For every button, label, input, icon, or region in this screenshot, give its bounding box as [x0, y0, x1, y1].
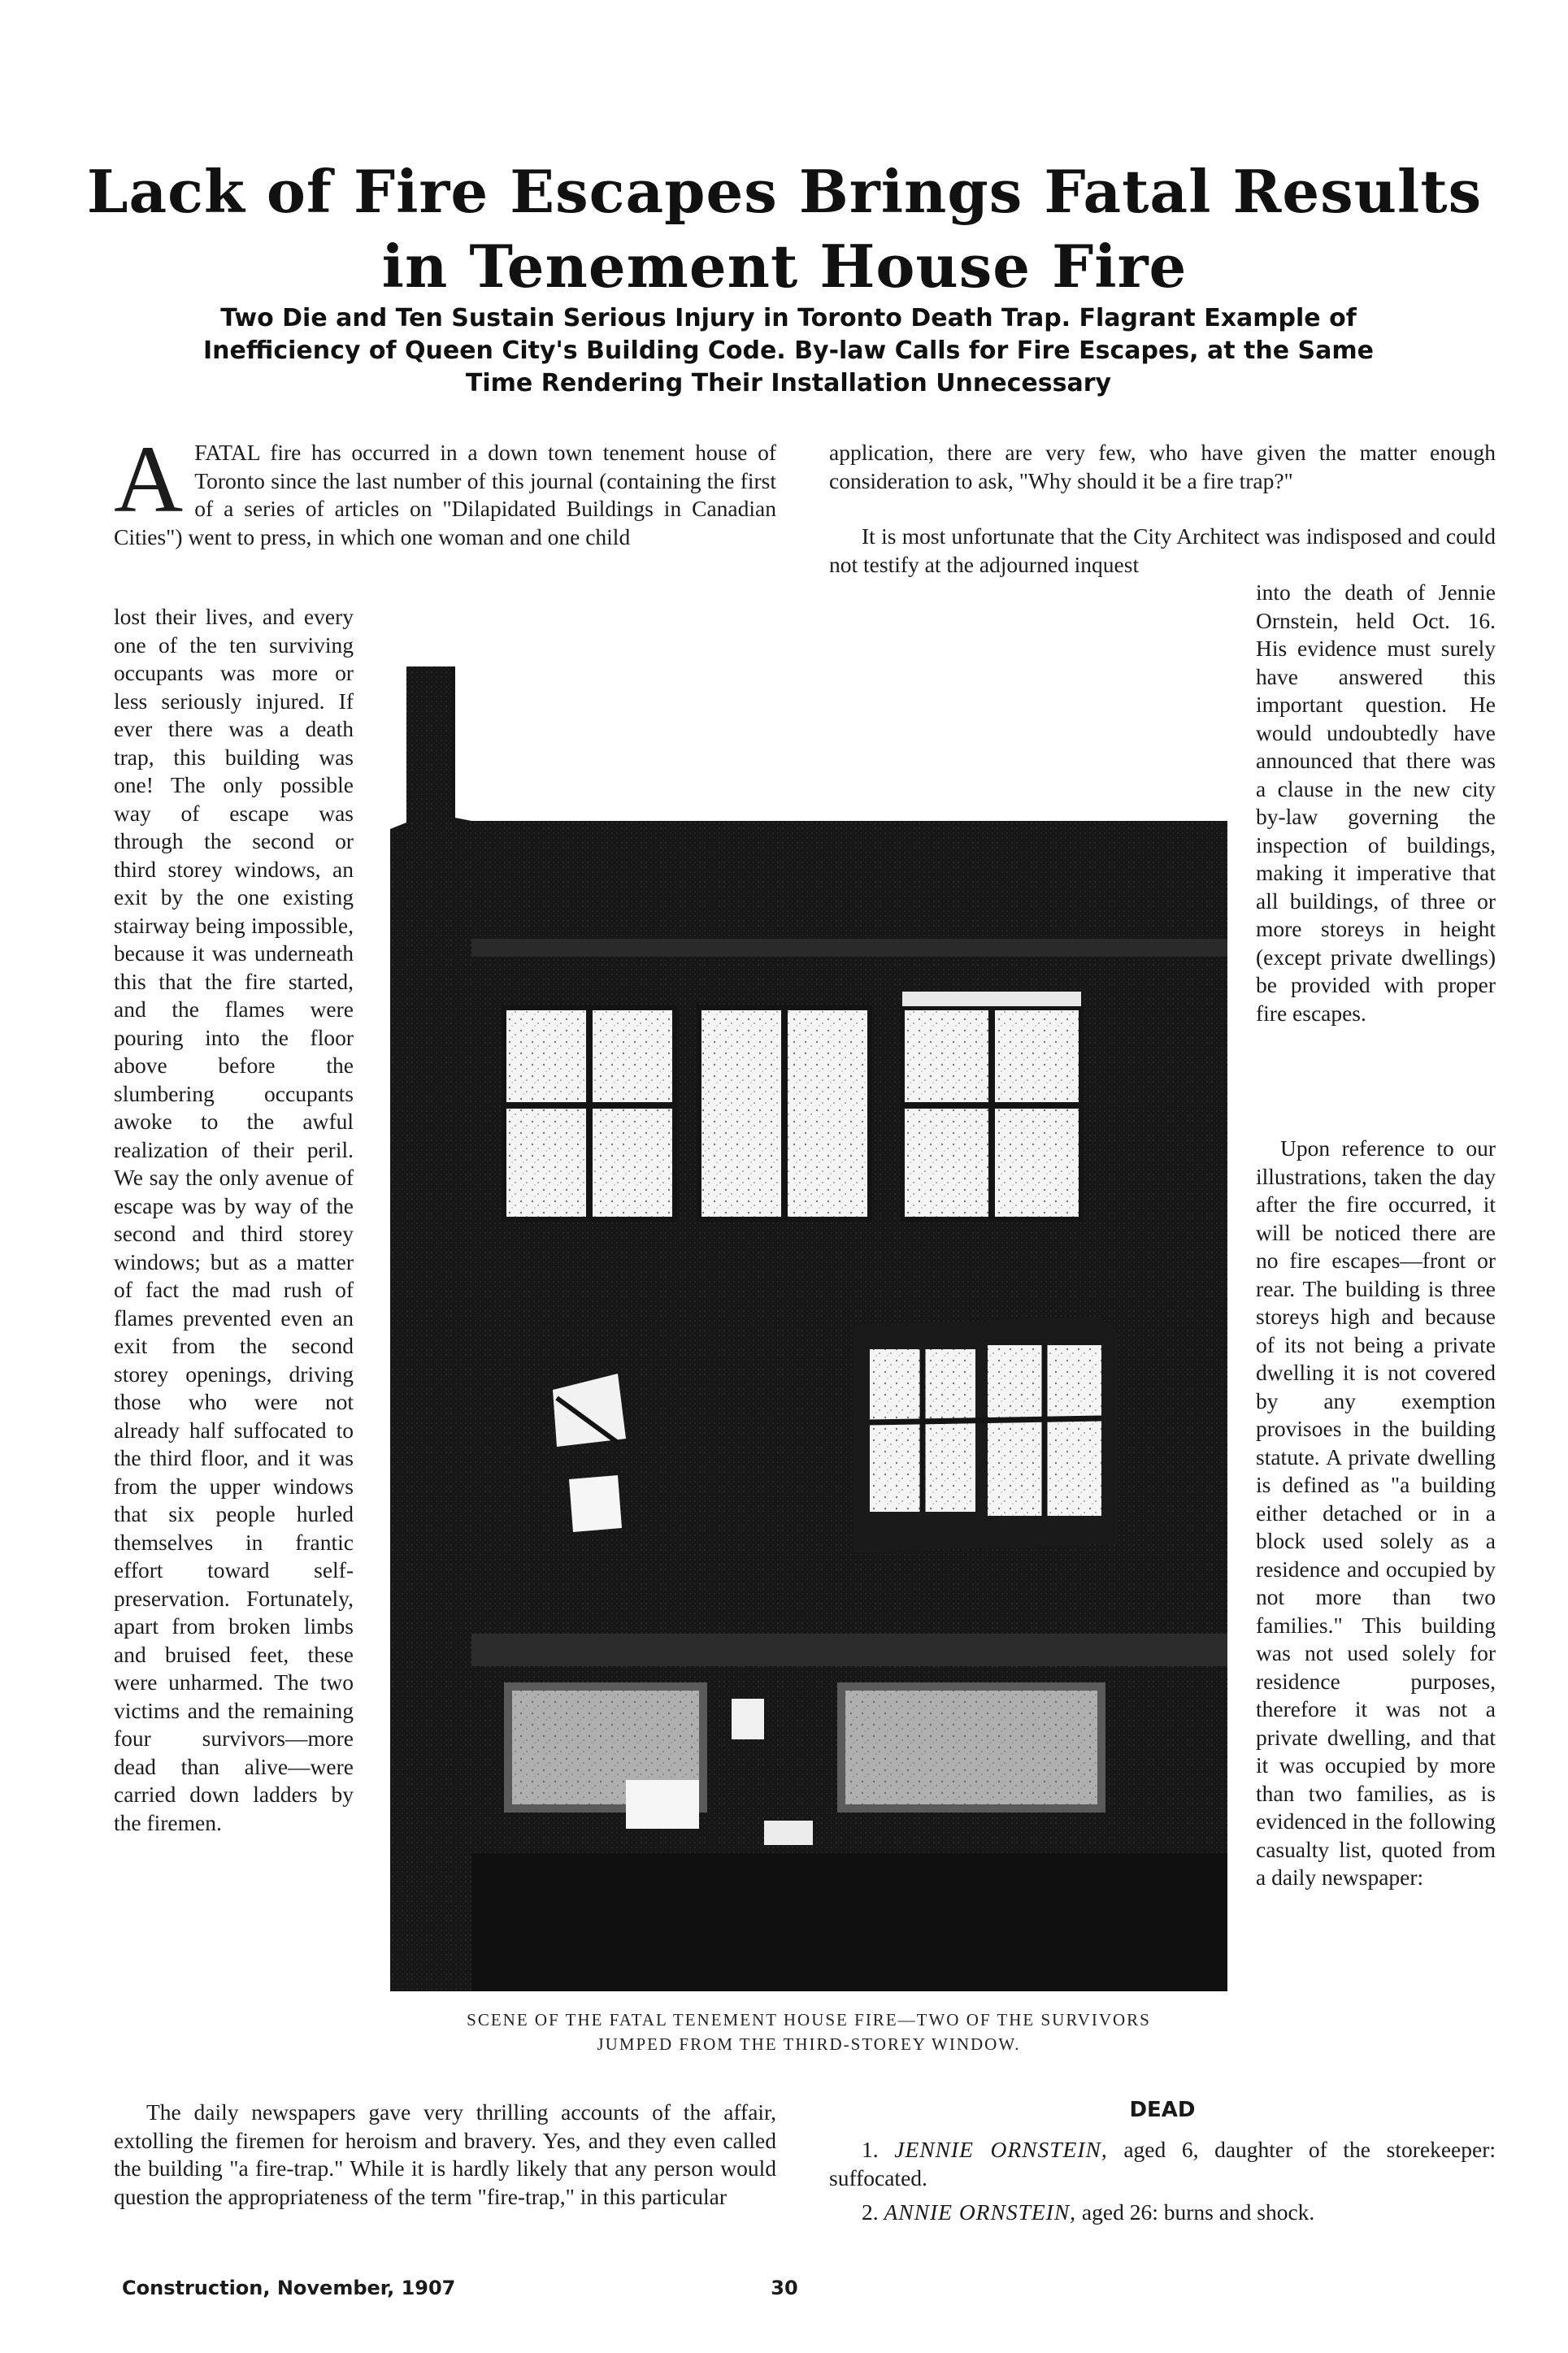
article-title: Lack of Fire Escapes Brings Fatal Results in Tenement House Fire — [86, 157, 1483, 301]
paragraph-city-architect: It is most unfortunate that the City Architect was indisposed and could not testify at the adjourned inquest — [829, 523, 1496, 577]
bay-window — [853, 1317, 1118, 1552]
paragraph-left-column: lost their lives, and every one of the ten surviving occupants was more or less seriously injured. If ever there was a death trap, this building was one! The only possible way of escape was through the second or third storey windows, an exit by the one existing stairway being impossible, because it was underneath this that the fire started, and the flames were pouring into the floor above before the slumbering occupants awoke to the awful realization of their peril. We say the only avenue of escape was by way of the second and third storey windows; but as a matter of fact the mad rush of flames prevented even an exit from the second storey openings, driving those who were not already half suffocated to the third floor, and it was from the upper windows that six people hurled themselves in frantic effort toward self-preservation. Fortunately, apart from broken limbs and bruised feet, these were unharmed. The two victims and the remaining four survivors—more dead than alive—were carried down ladders by the firemen. — [114, 604, 354, 1835]
drop-cap: A — [114, 426, 184, 532]
paragraph-illustrations: Upon reference to our illustrations, taken the day after the fire occurred, it will be noticed there are no fire escapes—front or rear. The building is three storeys high and because of its not being a private dwelling it is not covered by any exemption provisoes in the building statute. A private dwelling is defined as "a building either detached or in a block used solely as a residence and occupied by not more than two families." This building was not used solely for residence purposes, therefore it was not a private dwelling, and that it was occupied by more than two families, as is evidenced in the following casualty list, quoted from a daily newspaper: — [1256, 1135, 1496, 1890]
casualty-heading: DEAD — [1129, 2098, 1196, 2122]
paragraph-application: application, there are very few, who have given the matter enough consideration to ask, "Why should it be a fire trap?" — [829, 440, 1496, 493]
building-photo-svg — [382, 618, 1236, 1991]
publication-footer: Construction, November, 1907 — [122, 2277, 456, 2299]
tenement-building-photo — [382, 618, 1236, 1991]
paragraph-inquest: into the death of Jennie Ornstein, held Oct. 16. His evidence must surely have answered this important question. He would undoubtedly have announced that there was a clause in the new city by-law governing the inspection of buildings, making it imperative that all buildings, of three or more storeys in height (except private dwellings) be provided with proper fire escapes. — [1256, 580, 1496, 1026]
article-subtitle: Two Die and Ten Sustain Serious Injury in Toronto Death Trap. Flagrant Example of Inefficiency of Queen City's Building Code. By-law Calls for Fire Escapes, at the Same Time Rendering Their Installation Unnecessary — [203, 304, 1374, 397]
paragraph-newspapers: The daily newspapers gave very thrilling accounts of the affair, extolling the firemen for heroism and bravery. Yes, and they even called the building "a fire-trap." While it is hardly likely that any person would question the appropriateness of the term "fire-trap," in this particular — [114, 2099, 776, 2209]
caption-line-1: SCENE OF THE FATAL TENEMENT HOUSE FIRE—TWO OF THE SURVIVORS — [467, 2010, 1151, 2030]
photo-caption — [382, 2008, 1236, 2056]
casualty-detail: aged 26: burns and shock. — [1081, 2199, 1315, 2225]
casualty-number: 2. — [862, 2199, 879, 2225]
paragraph-intro-text: FATAL fire has occurred in a down town tenement house of Toronto since the last number of this journal (containing the first of a series of articles on "Dilapidated Buildings in Canadian Cities") went to press, in which one woman and one child — [114, 440, 776, 549]
third-storey-windows — [504, 992, 1081, 1219]
paragraph-intro — [114, 426, 776, 551]
casualty-name: JENNIE ORNSTEIN, — [894, 2137, 1108, 2162]
casualty-detail: aged 6, daughter of the storekeeper: suffocated. — [829, 2137, 1496, 2190]
casualty-item — [829, 2199, 1496, 2227]
casualty-name: ANNIE ORNSTEIN, — [884, 2199, 1077, 2225]
casualty-number: 1. — [862, 2137, 879, 2162]
page-number: 30 — [771, 2277, 798, 2299]
casualty-item — [829, 2136, 1496, 2192]
caption-line-2: JUMPED FROM THE THIRD-STOREY WINDOW. — [597, 2034, 1021, 2054]
